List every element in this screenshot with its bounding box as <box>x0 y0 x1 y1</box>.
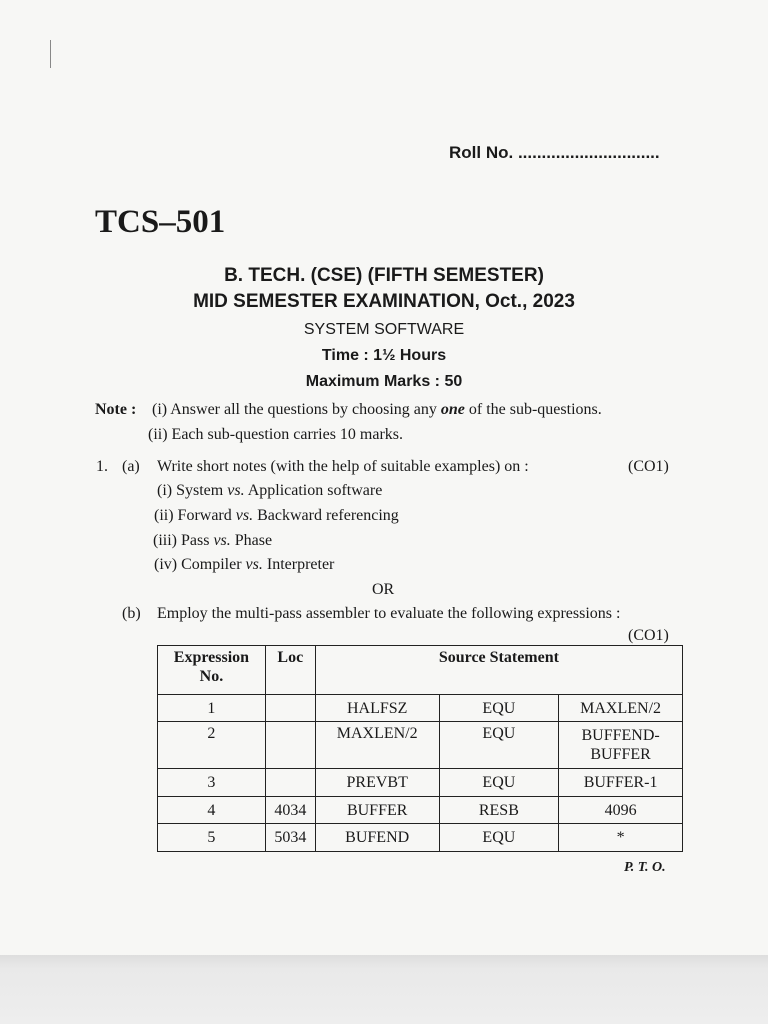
sub-item-number: (ii) <box>154 507 174 524</box>
question-number: 1. <box>96 458 108 475</box>
sub-item-2 <box>154 507 399 525</box>
table-row <box>158 769 683 797</box>
cell-label: BUFEND <box>315 824 439 852</box>
cell-operand: 4096 <box>559 797 683 824</box>
course-title: B. TECH. (CSE) (FIFTH SEMESTER) <box>224 265 544 286</box>
sub-item-right-term: Application software <box>247 482 383 499</box>
note-item-i-text-start: Answer all the questions by choosing any <box>170 401 437 418</box>
sub-item-versus: vs. <box>245 556 263 573</box>
cell-opcode: EQU <box>439 722 559 769</box>
sub-item-left-term: Pass <box>181 532 210 549</box>
sub-item-number: (iv) <box>154 556 178 573</box>
cell-expression-no: 4 <box>158 797 266 824</box>
cell-expression-no: 3 <box>158 769 266 797</box>
cell-label: PREVBT <box>315 769 439 797</box>
subject-title: SYSTEM SOFTWARE <box>303 321 465 338</box>
header-expression-no <box>158 646 266 695</box>
cell-opcode: EQU <box>439 824 559 852</box>
sub-item-4 <box>154 556 334 574</box>
table-row <box>158 824 683 852</box>
header-source-statement: Source Statement <box>315 646 682 695</box>
note-item-ii-text: Each sub-question carries 10 marks. <box>171 426 404 443</box>
sub-item-left-term: Forward <box>177 507 232 524</box>
question-1a-course-outcome: (CO1) <box>628 458 669 475</box>
header-loc: Loc <box>265 646 315 695</box>
cell-expression-no: 5 <box>158 824 266 852</box>
cell-loc <box>265 722 315 769</box>
question-1a-text: Write short notes (with the help of suitable examples) on : <box>157 458 529 475</box>
question-1b-label: (b) <box>122 605 141 622</box>
cell-opcode: EQU <box>439 769 559 797</box>
sub-item-number: (i) <box>157 482 173 499</box>
sub-item-versus: vs. <box>213 532 231 549</box>
cell-label: BUFFER <box>315 797 439 824</box>
paper-code: TCS–501 <box>95 204 226 240</box>
sub-item-right-term: Backward referencing <box>257 507 399 524</box>
note-item-ii-number: (ii) <box>148 426 168 443</box>
exam-duration: Time : 1½ Hours <box>321 347 447 364</box>
cell-loc <box>265 695 315 722</box>
or-separator: OR <box>372 581 395 598</box>
header-expression-line1: Expression <box>173 649 250 666</box>
sub-item-1 <box>157 482 382 500</box>
underlying-sheet-edge <box>0 955 768 1024</box>
source-statement-table <box>157 645 683 852</box>
sub-item-number: (iii) <box>153 532 177 549</box>
note-item-i-number: (i) <box>152 401 168 418</box>
cell-loc <box>265 769 315 797</box>
table-header-row <box>158 646 683 695</box>
cell-expression-no: 1 <box>158 695 266 722</box>
header-expression-line2: No. <box>199 668 224 685</box>
margin-mark <box>50 40 51 68</box>
cell-loc: 4034 <box>265 797 315 824</box>
sub-item-right-term: Phase <box>234 532 273 549</box>
cell-opcode: EQU <box>439 695 559 722</box>
sub-item-versus: vs. <box>227 482 245 499</box>
cell-label: HALFSZ <box>315 695 439 722</box>
cell-loc: 5034 <box>265 824 315 852</box>
table-row <box>158 722 683 769</box>
cell-operand-line1: BUFFEND- <box>581 727 660 744</box>
cell-operand: BUFFER-1 <box>559 769 683 797</box>
question-1a-label: (a) <box>122 458 140 475</box>
cell-operand: * <box>559 824 683 852</box>
question-1b-course-outcome: (CO1) <box>628 627 669 644</box>
sub-item-3 <box>153 532 272 550</box>
cell-opcode: RESB <box>439 797 559 824</box>
maximum-marks: Maximum Marks : 50 <box>305 373 463 390</box>
sub-item-left-term: System <box>176 482 224 499</box>
cell-operand: MAXLEN/2 <box>559 695 683 722</box>
question-1b-text: Employ the multi-pass assembler to evaluate the following expressions : <box>157 605 621 622</box>
sub-item-left-term: Compiler <box>181 556 242 573</box>
sub-item-right-term: Interpreter <box>266 556 335 573</box>
cell-label: MAXLEN/2 <box>315 722 439 769</box>
note-item-i-text-end: of the sub-questions. <box>468 401 602 418</box>
cell-operand-line2: BUFFER <box>590 746 651 763</box>
note-item-i <box>152 401 602 419</box>
note-item-i-emphasis: one <box>440 401 465 418</box>
note-label: Note : <box>95 401 137 418</box>
cell-operand <box>559 722 683 769</box>
cell-expression-no: 2 <box>158 722 266 769</box>
exam-title: MID SEMESTER EXAMINATION, Oct., 2023 <box>193 291 575 312</box>
note-item-ii <box>148 426 403 444</box>
roll-number-field: Roll No. .............................. <box>449 143 660 162</box>
table-row <box>158 797 683 824</box>
page-turn-note: P. T. O. <box>624 860 666 875</box>
sub-item-versus: vs. <box>235 507 254 524</box>
table-row <box>158 695 683 722</box>
